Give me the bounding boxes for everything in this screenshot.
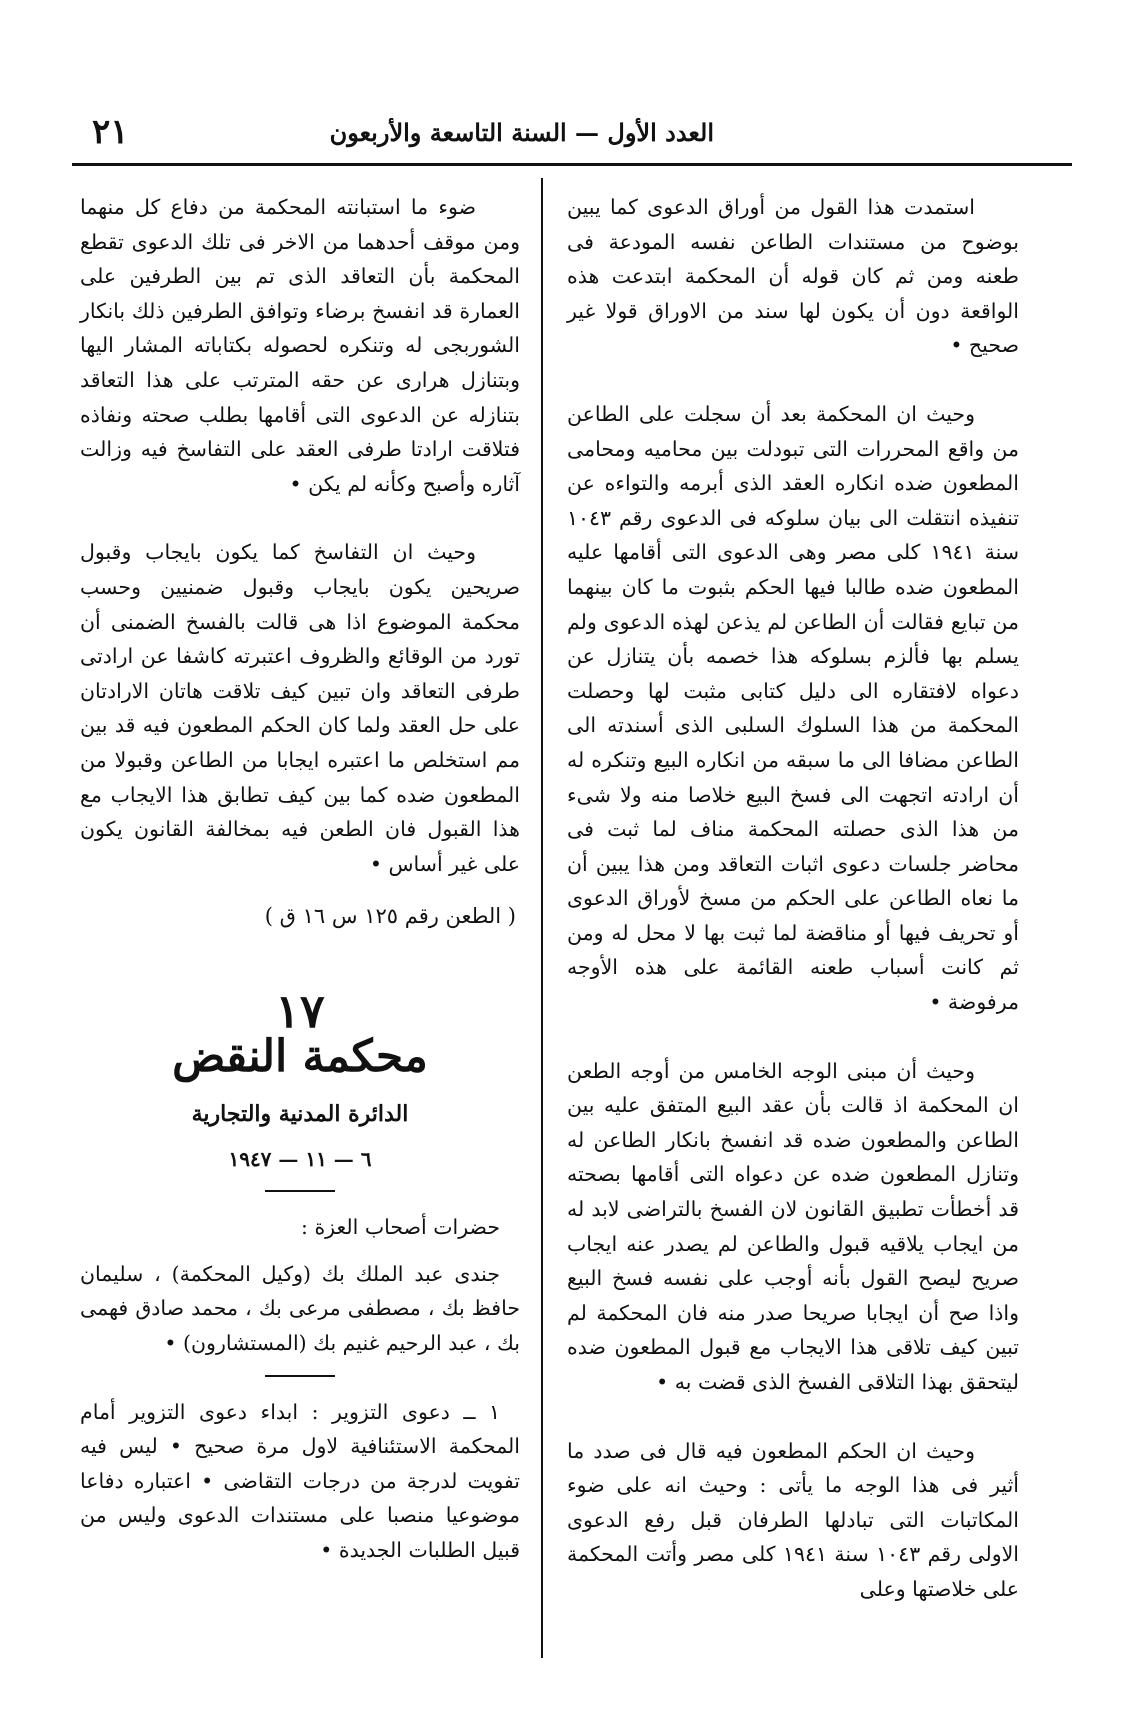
column-divider (541, 178, 543, 1658)
bench-members: جندى عبد الملك بك (وكيل المحكمة) ، سليمان حافظ بك ، مصطفى مرعى بك ، محمد صادق فهمى بك ، عبد الرحيم غنيم بك (المستشارون) • (80, 1261, 520, 1356)
right-column (567, 190, 1019, 1641)
paragraph: وحيث ان الحكم المطعون فيه قال فى صدد ما أثير فى هذا الوجه ما يأتى : وحيث انه على ضوء المكاتبات التى تبادلها الطرفان قبل رفع الدعوى الاولى رقم ١٠٤٣ سنة ١٩٤١ كلى مصر وأتت المحكمة على خلاصتها وعلى (567, 1438, 1019, 1601)
paragraph: استمدت هذا القول من أوراق الدعوى كما يبين بوضوح من مستندات الطاعن نفسه المودعة فى طعنه ومن ثم كان قوله أن المحكمة ابتدعت هذه الواقعة دون أن يكون لها سند من الاوراق قولا غير صحيح • (567, 195, 1019, 358)
bench-title: حضرات أصحاب العزة : (301, 1215, 500, 1240)
paragraph: وحيث أن مبنى الوجه الخامس من أوجه الطعن ان المحكمة اذ قالت بأن عقد البيع المتفق عليه بين الطاعن والمطعون ضده قد انفسخ بانكار الطاعن له وتنازل المطعون ضده عن دعواه التى أقامها بصحته قد أخطأت تطبيق القانون لان الفسخ بالتراضى لابد له من ايجاب يلاقيه قبول والطاعن لم يصدر عنه ايجاب صريح ليصح القول بأنه أوجب على نفسه فسخ البيع واذا صح أن ايجابا صريحا صدر منه فان المحكمة لم تبين كيف تلاقى هذا الايجاب مع قبول المطعون ضده ليتحقق بهذا التلاقى الفسخ الذى قضت به • (567, 1058, 1019, 1394)
section-divider (265, 1190, 335, 1192)
case-number: ١٧ (275, 983, 325, 1038)
issue-title: العدد الأول — السنة التاسعة والأربعون (329, 118, 714, 147)
page-header (0, 112, 1122, 160)
court-circuit: الدائرة المدنية والتجارية (191, 1101, 409, 1128)
court-name: محكمة النقض (172, 1031, 428, 1083)
paragraph: ضوء ما استبانته المحكمة من دفاع كل منهما ومن موقف أحدهما من الاخر فى تلك الدعوى تقطع المحكمة بأن التعاقد الذى تم بين الطرفين على العمارة قد انفسخ برضاء وتوافق الطرفين ذلك بانكار الشوربجى له وتنكره لحصوله بكتاباته المشار اليها وبتنازل هرارى عن حقه المترتب على هذا التعاقد بتنازله عن الدعوى التى أقامها بطلب صحته ونفاذه فتلاقت ارادتا طرفى العقد على التفاسخ فيه وزالت آثاره وأصبح وكأنه لم يكن • (80, 195, 520, 496)
paragraph: وحيث ان التفاسخ كما يكون بايجاب وقبول صريحين يكون بايجاب وقبول ضمنيين وحسب محكمة الموضوع اذا هى قالت بالفسخ الضمنى أن تورد من الوقائع والظروف اعتبرته كاشفا عن ارادتى طرفى التعاقد وان تبين كيف تلاقت هاتان الارادتان على حل العقد ولما كان الحكم المطعون فيه قد بين مم استخلص ما اعتبره ايجابا من الطاعن وقبولا من المطعون ضده كما بين كيف تطابق هذا الايجاب مع هذا القبول فان الطعن فيه بمخالفة القانون يكون على غير أساس • (80, 540, 520, 876)
session-date: ٦ — ١١ — ١٩٤٧ (228, 1146, 372, 1171)
left-column (80, 190, 520, 1568)
appeal-citation: ( الطعن رقم ١٢٥ س ١٦ ق ) (264, 904, 516, 929)
page-number: ٢١ (92, 112, 129, 152)
header-rule (72, 163, 1072, 166)
paragraph: وحيث ان المحكمة بعد أن سجلت على الطاعن من واقع المحررات التى تبودلت بين محاميه ومحامى المطعون ضده انكاره العقد الذى أبرمه والتواءه عن تنفيذه انتقلت الى بيان سلوكه فى الدعوى رقم ١٠٤٣ سنة ١٩٤١ كلى مصر وهى الدعوى التى أقامها عليه المطعون ضده طالبا فيها الحكم بثبوت ما كان بينهما من تبايع فقالت أن الطاعن لم يذعن لهذه الدعوى ولم يسلم بها فألزم بسلوكه هذا خصمه بأن يتنازل عن دعواه لافتقاره الى دليل كتابى مثبت لها وحصلت المحكمة من هذا السلوك السلبى الذى أسندته الى الطاعن مضافا الى ما سبقه من انكاره البيع وتنكره له أن ارادته اتجهت الى فسخ البيع خلاصا منه ولا شىء من هذا الذى حصلته المحكمة مناف لما ثبت فى محاضر جلسات دعوى اثبات التعاقد ومن هذا يبين أن ما نعاه الطاعن على الحكم من مسخ لأوراق الدعوى أو تحريف فيها أو مناقضة لما ثبت بها لا محل له ومن ثم كانت أسباب طعنه القائمة على هذه الأوجه مرفوضة • (567, 401, 1020, 1015)
ruling-summary: ١ ــ دعوى التزوير : ابداء دعوى التزوير أمام المحكمة الاستئنافية لاول مرة صحيح • ليس فيه تفويت لدرجة من درجات التقاضى • اعتباره دفاعا موضوعيا منصبا على مستندات الدعوى وليس من قبيل الطلبات الجديدة • (80, 1399, 520, 1562)
section-divider (265, 1375, 335, 1377)
